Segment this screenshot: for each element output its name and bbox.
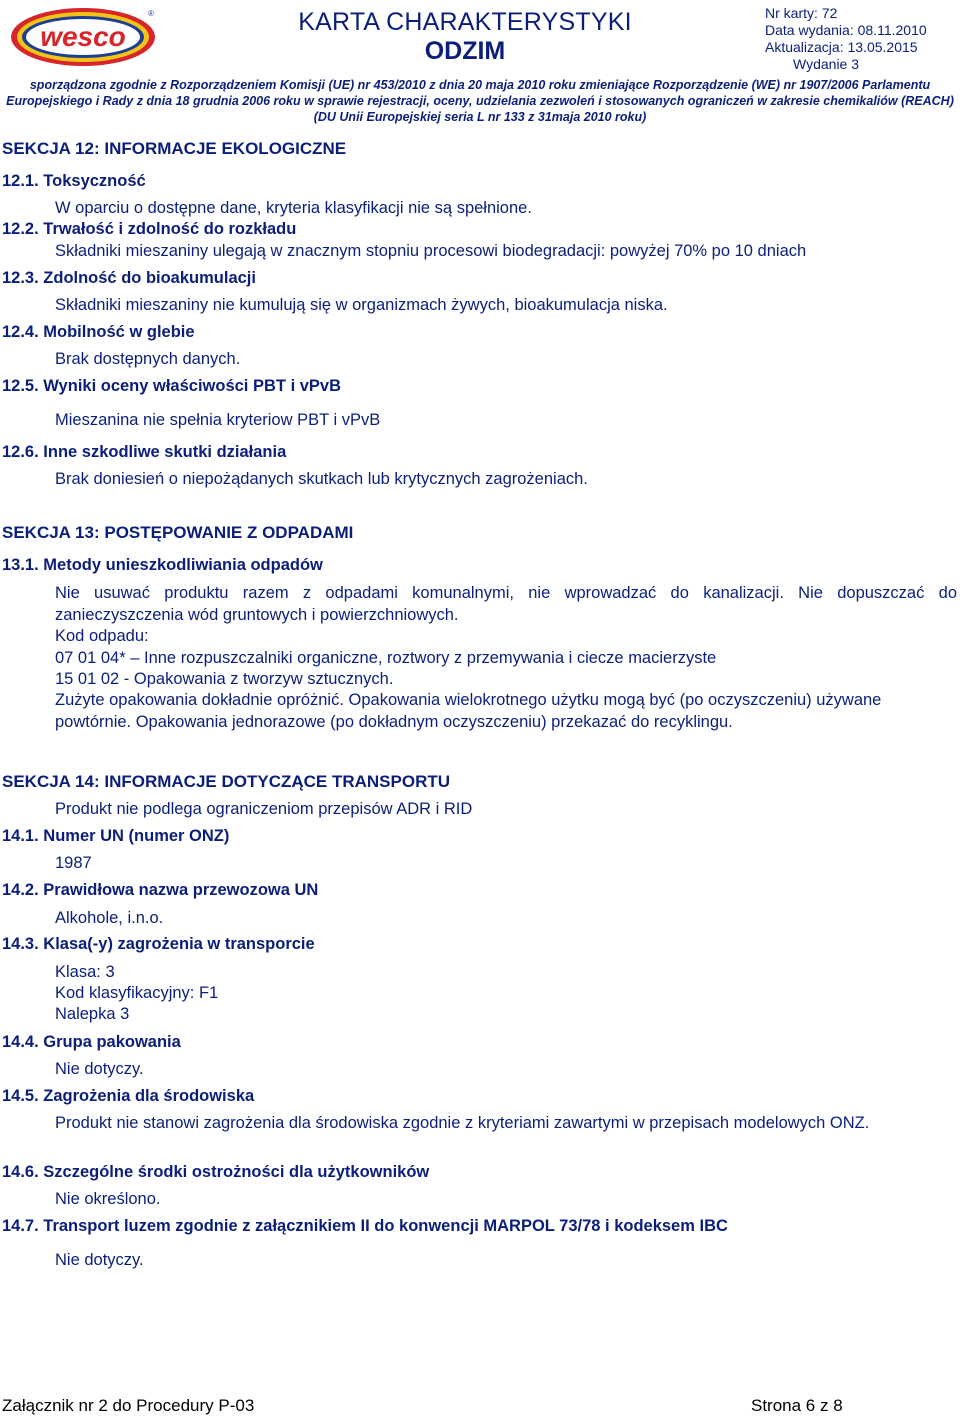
heading-14-1: 14.1. Numer UN (numer ONZ) [2,827,230,845]
product-name: ODZIM [424,37,506,65]
card-number: Nr karty: 72 [765,5,838,21]
footer-page-number: Strona 6 z 8 [751,1396,843,1415]
text-14-1: 1987 [55,854,92,872]
logo-text: wesco [40,21,126,52]
text-14-3-class: Klasa: 3 [55,963,115,981]
text-13-1-disposal: Nie usuwać produktu razem z odpadami komunalnymi, nie wprowadzać do kanalizacji. Nie dopuszczać do zanieczyszczenia wód gruntowych i powierzchniowych. [55,584,957,624]
heading-14-3: 14.3. Klasa(-y) zagrożenia w transporcie [2,935,315,953]
heading-12-1: 12.1. Toksyczność [2,172,146,190]
text-12-6: Brak doniesień o niepożądanych skutkach lub krytycznych zagrożeniach. [55,470,588,488]
text-12-1: W oparciu o dostępne dane, kryteria klasyfikacji nie są spełnione. [55,199,532,217]
waste-code-label: Kod odpadu: [55,627,149,645]
text-14-6: Nie określono. [55,1190,161,1208]
text-14-4: Nie dotyczy. [55,1060,144,1078]
heading-12-4: 12.4. Mobilność w glebie [2,323,195,341]
text-14-2: Alkohole, i.n.o. [55,909,164,927]
waste-code-07: 07 01 04* – Inne rozpuszczalniki organiczne, roztwory z przemywania i ciecze macierzyste [55,649,717,667]
text-12-2: Składniki mieszaniny ulegają w znacznym stopniu procesowi biodegradacji: powyżej 70% po 10 dniach [55,242,807,260]
heading-12-5: 12.5. Wyniki oceny właściwości PBT i vPvB [2,377,342,395]
text-14-3-code: Kod klasyfikacyjny: F1 [55,984,219,1002]
section-14-title: SEKCJA 14: INFORMACJE DOTYCZĄCE TRANSPORTU [2,772,451,791]
wesco-logo [8,6,158,68]
waste-code-15: 15 01 02 - Opakowania z tworzyw sztucznych. [55,670,394,688]
regulation-line-3: (DU Unii Europejskiej seria L nr 133 z 31maja 2010 roku) [313,110,647,124]
text-12-4: Brak dostępnych danych. [55,350,241,368]
heading-12-6: 12.6. Inne szkodliwe skutki działania [2,443,287,461]
heading-14-4: 14.4. Grupa pakowania [2,1033,181,1051]
logo-registered-mark: ® [148,9,154,18]
text-12-3: Składniki mieszaniny nie kumulują się w organizmach żywych, bioakumulacja niska. [55,296,668,314]
section-13-title: SEKCJA 13: POSTĘPOWANIE Z ODPADAMI [2,523,354,542]
heading-12-3: 12.3. Zdolność do bioakumulacji [2,269,256,287]
text-14-7: Nie dotyczy. [55,1251,144,1269]
text-12-5: Mieszanina nie spełnia kryteriow PBT i vPvB [55,411,381,429]
text-14-3-label: Nalepka 3 [55,1005,130,1023]
footer-attachment: Załącznik nr 2 do Procedury P-03 [2,1396,255,1415]
text-14-intro: Produkt nie podlega ograniczeniom przepisów ADR i RID [55,800,473,818]
heading-14-2: 14.2. Prawidłowa nazwa przewozowa UN [2,881,319,899]
document-meta [765,5,955,73]
heading-12-2: 12.2. Trwałość i zdolność do rozkładu [2,220,297,238]
heading-14-5: 14.5. Zagrożenia dla środowiska [2,1087,255,1105]
document-header [0,0,960,122]
heading-13-1: 13.1. Metody unieszkodliwiania odpadów [2,556,323,574]
update-date: Aktualizacja: 13.05.2015 [765,39,918,55]
issue-date: Data wydania: 08.11.2010 [765,22,927,38]
title-block [270,8,660,66]
regulation-line-1: sporządzona zgodnie z Rozporządzeniem Komisji (UE) nr 453/2010 z dnia 20 maja 2010 roku zmieniające Rozporządzenie (WE) nr 1907/2006 Parlamentu [29,78,931,92]
regulation-note [0,77,960,125]
edition: Wydanie 3 [793,56,860,72]
text-13-1-packaging: Zużyte opakowania dokładnie opróżnić. Opakowania wielokrotnego użytku mogą być (po oczyszczeniu) używane powtórnie. Opakowania jednorazowe (po dokładnym oczyszczeniu) przekazać do recyklingu. [55,691,882,731]
text-14-5: Produkt nie stanowi zagrożenia dla środowiska zgodnie z kryteriami zawartymi w przepisach modelowych ONZ. [55,1114,870,1132]
regulation-line-2: Europejskiego i Rady z dnia 18 grudnia 2006 roku w sprawie rejestracji, oceny, udzielania zezwoleń i stosowanych ograniczeń w zakresie chemikaliów (REACH) [6,94,954,108]
document-title: KARTA CHARAKTERYSTYKI [298,8,632,36]
heading-14-6: 14.6. Szczególne środki ostrożności dla użytkowników [2,1163,430,1181]
heading-14-7: 14.7. Transport luzem zgodnie z załącznikiem II do konwencji MARPOL 73/78 i kodeksem IBC [2,1217,728,1235]
section-12-title: SEKCJA 12: INFORMACJE EKOLOGICZNE [2,139,347,158]
